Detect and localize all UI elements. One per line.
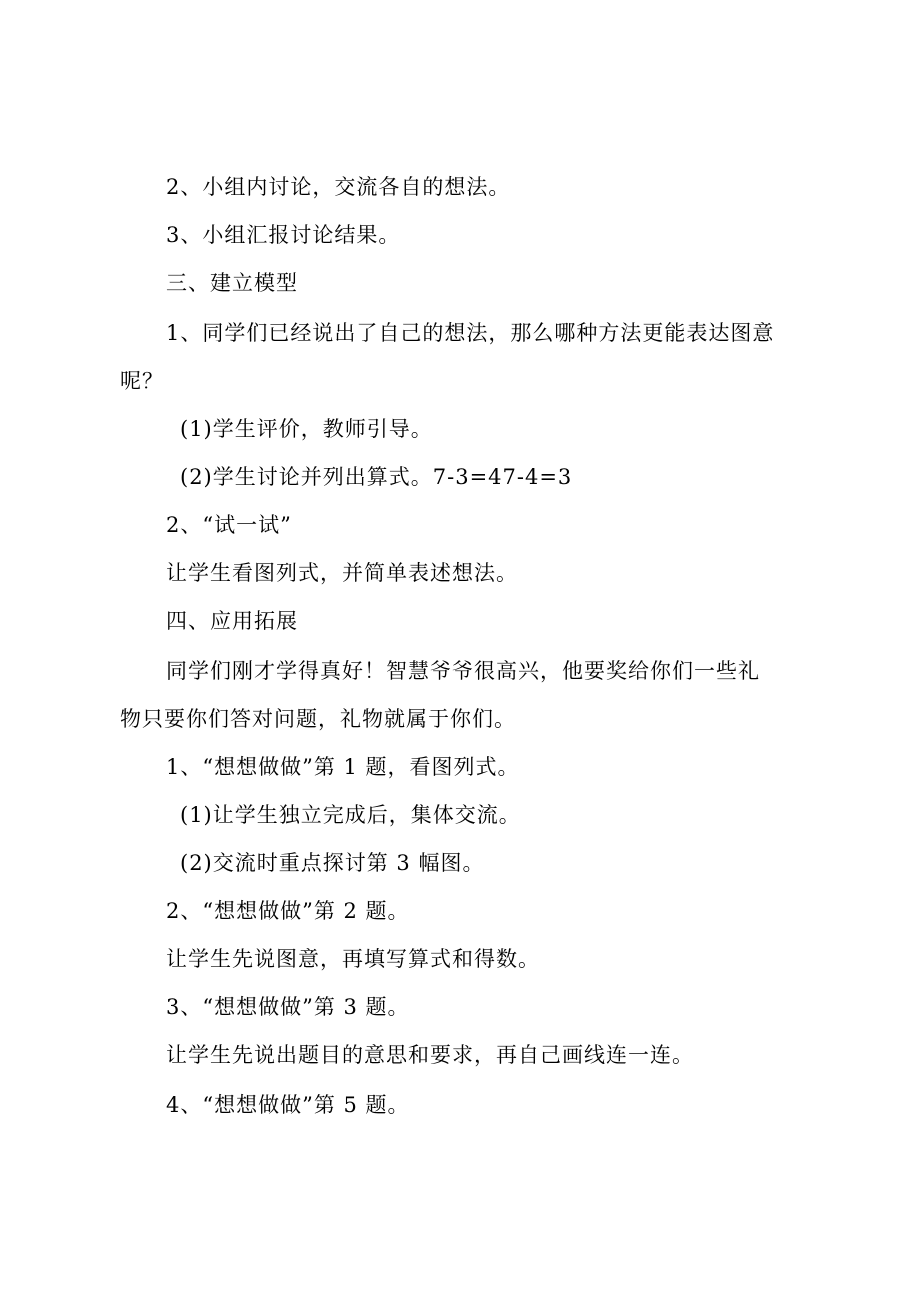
text-line-exercise-5: 4、“想想做做”第 5 题。 bbox=[166, 1093, 410, 1117]
text-line-praise-paragraph-start: 同学们刚才学得真好！智慧爷爷很高兴，他要奖给你们一些礼 bbox=[166, 659, 760, 683]
text-line-substep-1: (1)学生评价，教师引导。 bbox=[180, 417, 433, 441]
text-line-step-3-report: 3、小组汇报讨论结果。 bbox=[166, 223, 401, 247]
text-line-exercise-1-substep-2: (2)交流时重点探讨第 3 幅图。 bbox=[180, 851, 485, 875]
text-line-paragraph-continuation: 呢？ bbox=[120, 369, 164, 393]
text-line-step-2-discuss: 2、小组内讨论，交流各自的想法。 bbox=[166, 175, 511, 199]
text-line-exercise-3: 3、“想想做做”第 3 题。 bbox=[166, 995, 410, 1019]
text-line-look-and-write: 让学生看图列式，并简单表述想法。 bbox=[166, 561, 518, 585]
text-line-exercise-2-instruction: 让学生先说图意，再填写算式和得数。 bbox=[166, 947, 540, 971]
text-line-substep-2-equation: (2)学生讨论并列出算式。7-3=47-4=3 bbox=[180, 465, 573, 489]
text-line-exercise-1-substep-1: (1)让学生独立完成后，集体交流。 bbox=[180, 803, 521, 827]
text-line-praise-paragraph-continuation: 物只要你们答对问题，礼物就属于你们。 bbox=[120, 707, 516, 731]
text-line-exercise-2: 2、“想想做做”第 2 题。 bbox=[166, 899, 410, 923]
text-line-exercise-3-instruction: 让学生先说出题目的意思和要求，再自己画线连一连。 bbox=[166, 1043, 694, 1067]
text-line-paragraph-start: 1、同学们已经说出了自己的想法，那么哪种方法更能表达图意 bbox=[166, 321, 775, 345]
text-line-exercise-1: 1、“想想做做”第 1 题，看图列式。 bbox=[166, 755, 520, 779]
section-heading-build-model: 三、建立模型 bbox=[166, 271, 298, 295]
text-line-try-it: 2、“试一试” bbox=[166, 513, 292, 537]
section-heading-apply-extend: 四、应用拓展 bbox=[166, 609, 298, 633]
